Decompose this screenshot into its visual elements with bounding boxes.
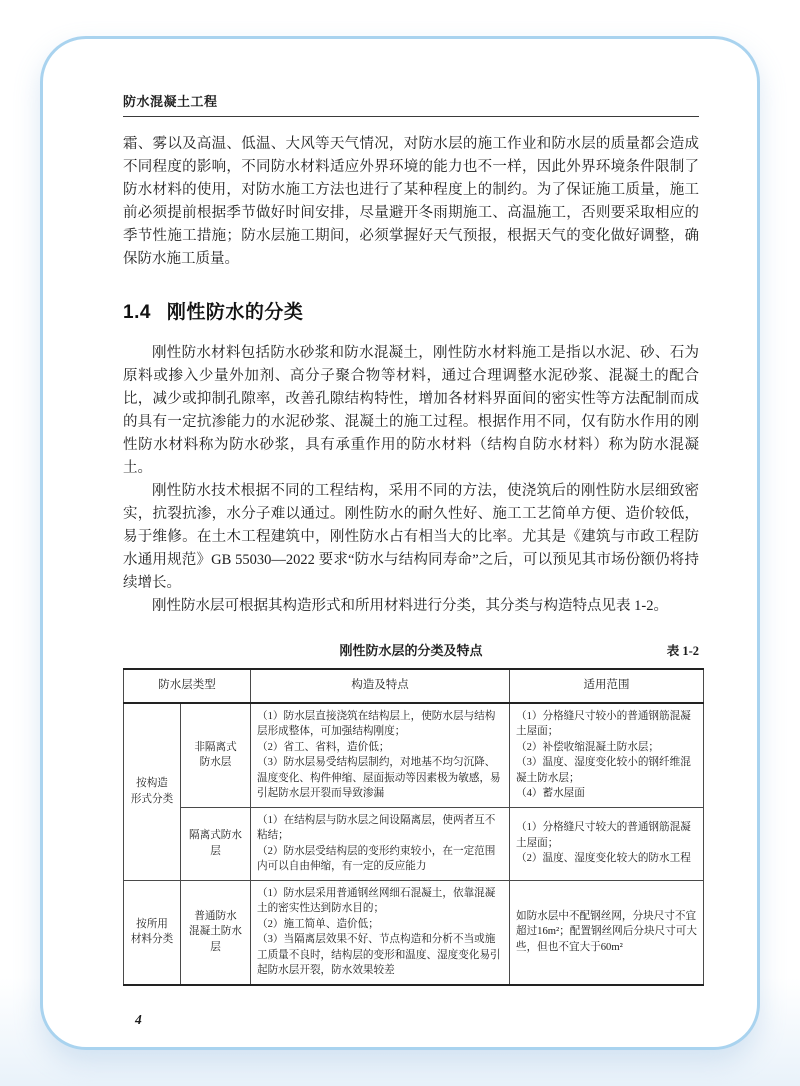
cell-category-construction: 按构造 形式分类 (124, 703, 181, 881)
paragraph-weather: 霜、雾以及高温、低温、大风等天气情况，对防水层的施工作业和防水层的质量都会造成不同程度的影响，不同防水材料适应外界环境的能力也不一样，因此外界环境条件限制了防水材料的使用，对防水施工方法也进行了某种程度上的制约。为了保证施工质量，施工前必须提前根据季节做好时间安排，尽量避开冬雨期施工、高温施工，否则要采取相应的季节性施工措施；防水层施工期间，必须掌握好天气预报，根据天气的变化做好调整，确保防水施工质量。 (123, 136, 699, 267)
cell-subtype-non-isolated: 非隔离式 防水层 (181, 703, 251, 808)
paragraph-technique: 刚性防水技术根据不同的工程结构，采用不同的方法，使浇筑后的刚性防水层细致密实，抗裂抗渗，水分子难以通过。刚性防水的耐久性好、施工工艺简单方便、造价较低，易于维修。在土木工程建筑中，刚性防水占有相当大的比率。尤其是《建筑与市政工程防水通用规范》GB 55030—2022 要求“防水与结构同寿命”之后，可以预见其市场份额仍将持续增长。 (123, 483, 699, 591)
cell-features-non-isolated: （1）防水层直接浇筑在结构层上，使防水层与结构层形成整体，可加强结构刚度； （2）省工、省料，造价低； （3）防水层易受结构层制约，对地基不均匀沉降、温度变化、构件伸缩、屋面振动等因素极为敏感，易引起防水层开裂而导致渗漏 (251, 703, 510, 808)
classification-table (123, 668, 704, 986)
cell-category-material: 按所用 材料分类 (124, 880, 181, 985)
book-page (40, 36, 760, 1050)
table-header-row (124, 669, 704, 703)
table-head (124, 669, 704, 703)
table-row (124, 703, 704, 808)
cell-features-isolated: （1）在结构层与防水层之间设隔离层，使两者互不粘结； （2）防水层受结构层的变形约束较小，在一定范围内可以自由伸缩，有一定的反应能力 (251, 807, 510, 880)
header-cell-scope: 适用范围 (510, 669, 704, 703)
section-number: 1.4 (123, 302, 151, 323)
table-caption-row (123, 640, 699, 660)
page-number: 4 (135, 1011, 142, 1027)
table-number-label: 表 1-2 (666, 644, 699, 658)
table-row (124, 807, 704, 880)
section-heading (123, 297, 699, 324)
running-header: 防水混凝土工程 (123, 91, 699, 117)
cell-features-ordinary-concrete: （1）防水层采用普通钢丝网细石混凝土，依靠混凝土的密实性达到防水目的； （2）施工简单、造价低； （3）当隔离层效果不好、节点构造和分析不当或施工质量不良时，结构层的变形和温度、湿度变化易引起防水层开裂，防水效果较差 (251, 880, 510, 985)
page-content (123, 91, 699, 1027)
table-row (124, 880, 704, 985)
header-cell-features: 构造及特点 (251, 669, 510, 703)
section-title: 刚性防水的分类 (166, 302, 304, 323)
cell-subtype-ordinary-concrete: 普通防水 混凝土防水层 (181, 880, 251, 985)
table-body (124, 703, 704, 985)
cell-scope-non-isolated: （1）分格缝尺寸较小的普通钢筋混凝土屋面； （2）补偿收缩混凝土防水层； （3）温度、湿度变化较小的钢纤维混凝土防水层； （4）蓄水屋面 (510, 703, 704, 808)
cell-scope-ordinary-concrete: 如防水层中不配钢丝网，分块尺寸不宜超过16m²；配置钢丝网后分块尺寸可大些，但也不宜大于60m² (510, 880, 704, 985)
cell-subtype-isolated: 隔离式防水层 (181, 807, 251, 880)
cell-scope-isolated: （1）分格缝尺寸较大的普通钢筋混凝土屋面； （2）温度、湿度变化较大的防水工程 (510, 807, 704, 880)
paragraph-materials: 刚性防水材料包括防水砂浆和防水混凝土，刚性防水材料施工是指以水泥、砂、石为原料或掺入少量外加剂、高分子聚合物等材料，通过合理调整水泥砂浆、混凝土的配合比，减少或抑制孔隙率，改善孔隙结构特性，增加各材料界面间的密实性等方法配制而成的具有一定抗渗能力的水泥砂浆、混凝土的施工过程。根据作用不同，仅有防水作用的刚性防水材料称为防水砂浆，具有承重作用的防水材料（结构自防水材料）称为防水混凝土。 (123, 345, 699, 476)
paragraph-table-intro: 刚性防水层可根据其构造形式和所用材料进行分类，其分类与构造特点见表 1-2。 (152, 598, 668, 614)
table-caption: 刚性防水层的分类及特点 (339, 643, 483, 658)
header-cell-type: 防水层类型 (124, 669, 251, 703)
